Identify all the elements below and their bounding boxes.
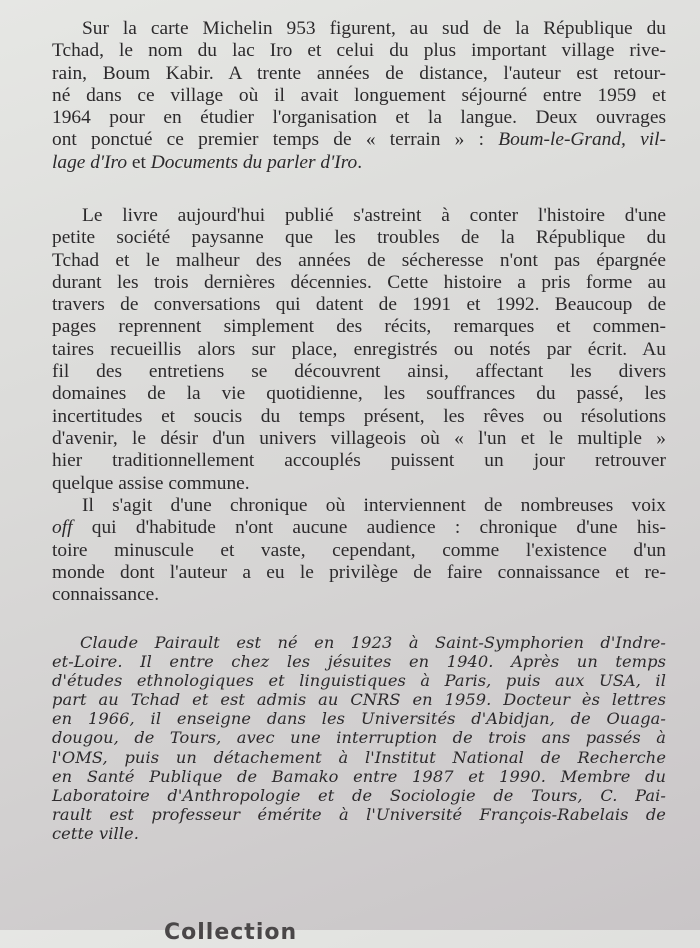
text-line: travers de conversations qui datent de 1991 et 1992. Beaucoup de <box>52 294 666 316</box>
text-line: domaines de la vie quotidienne, les souffrances du passé, les <box>52 383 666 405</box>
text-line: incertitudes et soucis du temps présent, les rêves ou résolutions <box>52 405 666 427</box>
text-run: qui d'habitude n'ont aucune audience : chronique d'une his- <box>72 517 666 539</box>
bio-line: cette ville. <box>52 823 139 843</box>
bio-line: dougou, de Tours, avec une interruption de trois ans passés à <box>52 728 666 748</box>
bio-line: d'études ethnologiques et linguistiques à Paris, puis aux USA, il <box>52 671 666 691</box>
text-run: ont ponctué ce premier temps de « terrain » : <box>52 129 499 151</box>
bio-line: Laboratoire d'Anthropologie et de Sociologie de Tours, C. Pai- <box>52 785 666 805</box>
bio-line: et-Loire. Il entre chez les jésuites en 1940. Après un temps <box>52 652 666 672</box>
bio-line: part au Tchad et est admis au CNRS en 1959. Docteur ès lettres <box>52 690 666 710</box>
text-line: quelque assise commune. <box>52 472 250 494</box>
text-line: taires recueillis alors sur place, enregistrés ou notés par écrit. Au <box>52 338 666 360</box>
text-line: pages reprennent simplement des récits, remarques et commen- <box>52 316 666 338</box>
bio-line: en 1966, il enseigne dans les Universités d'Abidjan, de Ouaga- <box>52 709 666 729</box>
text-line: fil des entretiens se découvrent ainsi, affectant les divers <box>52 361 666 383</box>
text-line: né dans ce village où il avait longuement séjourné entre 1959 et <box>52 84 666 106</box>
text-line: connaissance. <box>52 584 160 606</box>
text-line: d'avenir, le désir d'un univers villageois où « l'un et le multiple » <box>52 427 666 449</box>
text-run: . <box>357 151 363 173</box>
bio-line: rault est professeur émérite à l'Université François-Rabelais de <box>52 804 666 824</box>
book-title-italic: Documents du parler d'Iro <box>150 151 358 173</box>
text-run: et <box>127 151 151 173</box>
text-line: rain, Boum Kabir. A trente années de distance, l'auteur est retour- <box>52 62 666 84</box>
text-line: hier traditionnellement accouplés puissent un jour retrouver <box>52 450 666 472</box>
text-line: Tchad et le malheur des années de sécheresse n'ont pas épargnée <box>52 249 666 271</box>
text-line <box>52 152 666 174</box>
bio-line: Claude Pairault est né en 1923 à Saint-Symphorien d'Indre- <box>80 633 666 652</box>
book-title-italic: lage d'Iro <box>52 151 128 173</box>
author-biography <box>52 633 666 843</box>
bio-line: l'OMS, puis un détachement à l'Institut National de Recherche <box>52 747 666 767</box>
text-line <box>52 517 666 539</box>
paragraph-book-summary <box>52 205 666 495</box>
paragraph-chronicle <box>52 495 666 606</box>
book-title-italic: Boum-le-Grand, vil- <box>498 129 666 151</box>
text-line: Le livre aujourd'hui publié s'astreint à conter l'histoire d'une <box>82 205 666 226</box>
text-line: Sur la carte Michelin 953 figurent, au sud de la République du <box>82 18 666 39</box>
text-line: durant les trois dernières décennies. Cette histoire a pris forme au <box>52 271 666 293</box>
collection-heading-cropped: Collection <box>164 920 298 945</box>
italic-word: off <box>52 517 73 539</box>
text-line: Il s'agit d'une chronique où interviennent de nombreuses voix <box>82 495 666 516</box>
bio-line: en Santé Publique de Bamako entre 1987 et 1990. Membre du <box>52 766 666 786</box>
text-line: Tchad, le nom du lac Iro et celui du plus important village rive- <box>52 40 666 62</box>
text-line: petite société paysanne que les troubles de la République du <box>52 227 666 249</box>
paragraph-intro <box>52 18 666 174</box>
text-line: monde dont l'auteur a eu le privilège de faire connaissance et re- <box>52 561 666 583</box>
text-line: 1964 pour en étudier l'organisation et la langue. Deux ouvrages <box>52 107 666 129</box>
text-line <box>52 129 666 151</box>
text-line: toire minuscule et vaste, cependant, comme l'existence d'un <box>52 539 666 561</box>
